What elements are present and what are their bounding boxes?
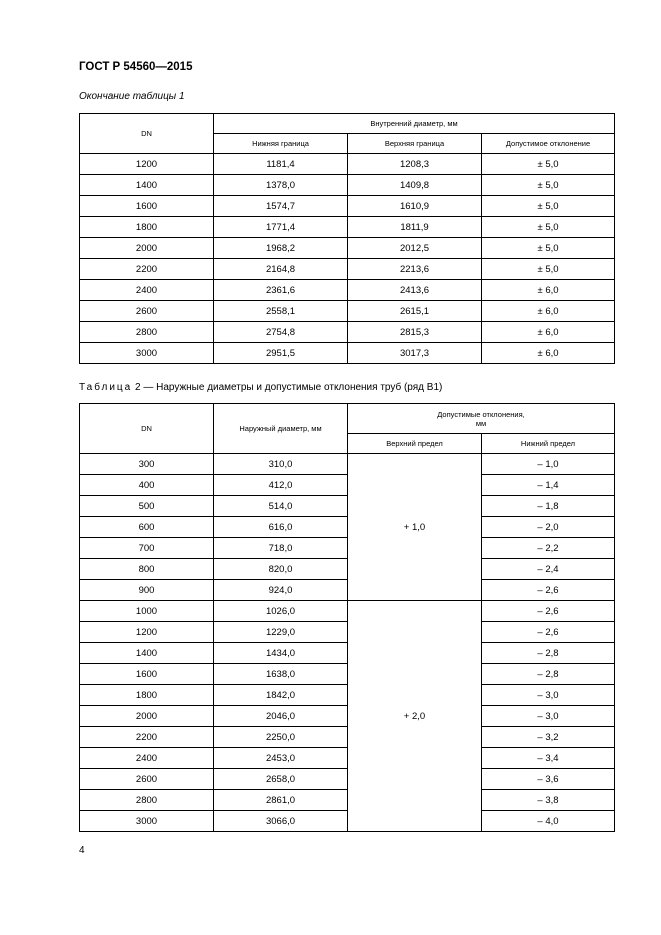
- table-row: [80, 643, 615, 664]
- table-row: [80, 790, 615, 811]
- table-cell: 500: [80, 496, 214, 517]
- table2-caption: [79, 382, 442, 393]
- table1-header-lower: Нижняя граница: [214, 134, 348, 154]
- table-cell: – 3,0: [482, 685, 615, 706]
- table-cell: – 3,6: [482, 769, 615, 790]
- table-row: [80, 748, 615, 769]
- table1: [79, 113, 615, 364]
- table-cell: 3017,3: [348, 343, 482, 364]
- table-cell: – 3,2: [482, 727, 615, 748]
- table-cell: 1800: [80, 685, 214, 706]
- table-cell: – 4,0: [482, 811, 615, 832]
- table-cell: 2658,0: [214, 769, 348, 790]
- table-cell: – 1,0: [482, 454, 615, 475]
- table-cell: 1800: [80, 217, 214, 238]
- table2-header-lower-limit: Нижний предел: [482, 434, 615, 454]
- table-row: [80, 559, 615, 580]
- table2-header-upper-limit: Верхний предел: [348, 434, 482, 454]
- table2: [79, 403, 615, 832]
- table2-header-deviations-line1: Допустимые отклонения,: [437, 409, 525, 419]
- table-row: [80, 322, 615, 343]
- table-cell: – 2,4: [482, 559, 615, 580]
- table-row: [80, 238, 615, 259]
- table-cell: 2615,1: [348, 301, 482, 322]
- table-row: [80, 664, 615, 685]
- table-row: [80, 217, 615, 238]
- table-row: [80, 343, 615, 364]
- table-cell: 2413,6: [348, 280, 482, 301]
- table-cell: 1200: [80, 622, 214, 643]
- table-cell: 1200: [80, 154, 214, 175]
- table-cell: 2200: [80, 259, 214, 280]
- upper-limit-group-2: + 2,0: [348, 601, 482, 832]
- table-cell: 1400: [80, 175, 214, 196]
- table-cell: 514,0: [214, 496, 348, 517]
- table-cell: – 1,4: [482, 475, 615, 496]
- table-row: [80, 517, 615, 538]
- table-cell: – 2,0: [482, 517, 615, 538]
- table-row: [80, 727, 615, 748]
- table-cell: ± 5,0: [482, 238, 615, 259]
- table-row: [80, 622, 615, 643]
- table-row: [80, 259, 615, 280]
- table-row: [80, 811, 615, 832]
- table-cell: 2213,6: [348, 259, 482, 280]
- table-cell: 310,0: [214, 454, 348, 475]
- table-cell: 2164,8: [214, 259, 348, 280]
- table-cell: 616,0: [214, 517, 348, 538]
- table-cell: 1229,0: [214, 622, 348, 643]
- table-cell: 2800: [80, 790, 214, 811]
- table-cell: 300: [80, 454, 214, 475]
- table-cell: 2600: [80, 769, 214, 790]
- table-cell: 718,0: [214, 538, 348, 559]
- table-cell: 2400: [80, 748, 214, 769]
- table-cell: ± 5,0: [482, 175, 615, 196]
- table-cell: – 2,2: [482, 538, 615, 559]
- table-row: [80, 475, 615, 496]
- table-cell: 1811,9: [348, 217, 482, 238]
- table-cell: 2200: [80, 727, 214, 748]
- table-cell: – 3,4: [482, 748, 615, 769]
- table-cell: – 3,0: [482, 706, 615, 727]
- table-cell: ± 5,0: [482, 217, 615, 238]
- table-cell: 1600: [80, 664, 214, 685]
- table-cell: 2250,0: [214, 727, 348, 748]
- table-row: [80, 580, 615, 601]
- table2-header-dn: DN: [80, 404, 214, 454]
- table-cell: 1610,9: [348, 196, 482, 217]
- table-cell: 2000: [80, 706, 214, 727]
- table-cell: 2400: [80, 280, 214, 301]
- table2-header-deviations-line2: мм: [475, 418, 487, 428]
- table-row: [80, 706, 615, 727]
- table-cell: ± 5,0: [482, 259, 615, 280]
- table-cell: 1000: [80, 601, 214, 622]
- upper-limit-group-1: + 1,0: [348, 454, 482, 601]
- table1-caption: Окончание таблицы 1: [79, 91, 185, 102]
- table-cell: – 2,6: [482, 622, 615, 643]
- table-cell: 2951,5: [214, 343, 348, 364]
- table2-header-deviations: [348, 404, 615, 434]
- table-cell: 2361,6: [214, 280, 348, 301]
- standard-header: ГОСТ Р 54560—2015: [79, 61, 193, 73]
- table1-header-upper: Верхняя граница: [348, 134, 482, 154]
- table-cell: 1208,3: [348, 154, 482, 175]
- table-cell: 1968,2: [214, 238, 348, 259]
- table-cell: 1574,7: [214, 196, 348, 217]
- table-cell: 3000: [80, 811, 214, 832]
- table-cell: 700: [80, 538, 214, 559]
- table-row: [80, 154, 615, 175]
- table-cell: – 3,8: [482, 790, 615, 811]
- table-cell: 1434,0: [214, 643, 348, 664]
- table-cell: – 2,8: [482, 643, 615, 664]
- table-cell: 2815,3: [348, 322, 482, 343]
- table-cell: 2012,5: [348, 238, 482, 259]
- table-row: [80, 280, 615, 301]
- table-cell: 2046,0: [214, 706, 348, 727]
- table-cell: 600: [80, 517, 214, 538]
- table-cell: – 2,6: [482, 601, 615, 622]
- table-cell: ± 5,0: [482, 154, 615, 175]
- table-cell: 2800: [80, 322, 214, 343]
- table-row: [80, 454, 615, 475]
- table-cell: ± 6,0: [482, 322, 615, 343]
- table-cell: ± 6,0: [482, 301, 615, 322]
- table-cell: 2861,0: [214, 790, 348, 811]
- table-cell: 2754,8: [214, 322, 348, 343]
- table-cell: – 2,8: [482, 664, 615, 685]
- table-cell: 2453,0: [214, 748, 348, 769]
- table-row: [80, 538, 615, 559]
- table-cell: 1638,0: [214, 664, 348, 685]
- table-row: [80, 301, 615, 322]
- table-cell: 1771,4: [214, 217, 348, 238]
- table-cell: ± 6,0: [482, 280, 615, 301]
- table-cell: 1400: [80, 643, 214, 664]
- table-row: [80, 601, 615, 622]
- table-cell: 400: [80, 475, 214, 496]
- table-row: [80, 175, 615, 196]
- table-cell: 800: [80, 559, 214, 580]
- table-cell: 1026,0: [214, 601, 348, 622]
- table1-header-inner-diameter: Внутренний диаметр, мм: [214, 114, 615, 134]
- table-row: [80, 496, 615, 517]
- table1-header-dn: DN: [80, 114, 214, 154]
- table-cell: 412,0: [214, 475, 348, 496]
- table-cell: 924,0: [214, 580, 348, 601]
- table-cell: 2000: [80, 238, 214, 259]
- page-number: 4: [79, 845, 85, 856]
- table-cell: 900: [80, 580, 214, 601]
- table-cell: 820,0: [214, 559, 348, 580]
- table2-caption-text: 2 — Наружные диаметры и допустимые отклонения труб (ряд В1): [132, 382, 443, 393]
- table-cell: 1409,8: [348, 175, 482, 196]
- table-cell: 2600: [80, 301, 214, 322]
- table-cell: 1600: [80, 196, 214, 217]
- table2-caption-label: Таблица: [79, 382, 133, 393]
- table-cell: – 1,8: [482, 496, 615, 517]
- table-cell: ± 5,0: [482, 196, 615, 217]
- table-row: [80, 769, 615, 790]
- table-cell: 3066,0: [214, 811, 348, 832]
- table2-header-outer-diameter: Наружный диаметр, мм: [214, 404, 348, 454]
- table-cell: 1181,4: [214, 154, 348, 175]
- table-cell: ± 6,0: [482, 343, 615, 364]
- table-cell: 1378,0: [214, 175, 348, 196]
- table-row: [80, 685, 615, 706]
- table-row: [80, 196, 615, 217]
- table-cell: 2558,1: [214, 301, 348, 322]
- table-cell: 1842,0: [214, 685, 348, 706]
- table-cell: 3000: [80, 343, 214, 364]
- table-cell: – 2,6: [482, 580, 615, 601]
- table1-header-tolerance: Допустимое отклонение: [482, 134, 615, 154]
